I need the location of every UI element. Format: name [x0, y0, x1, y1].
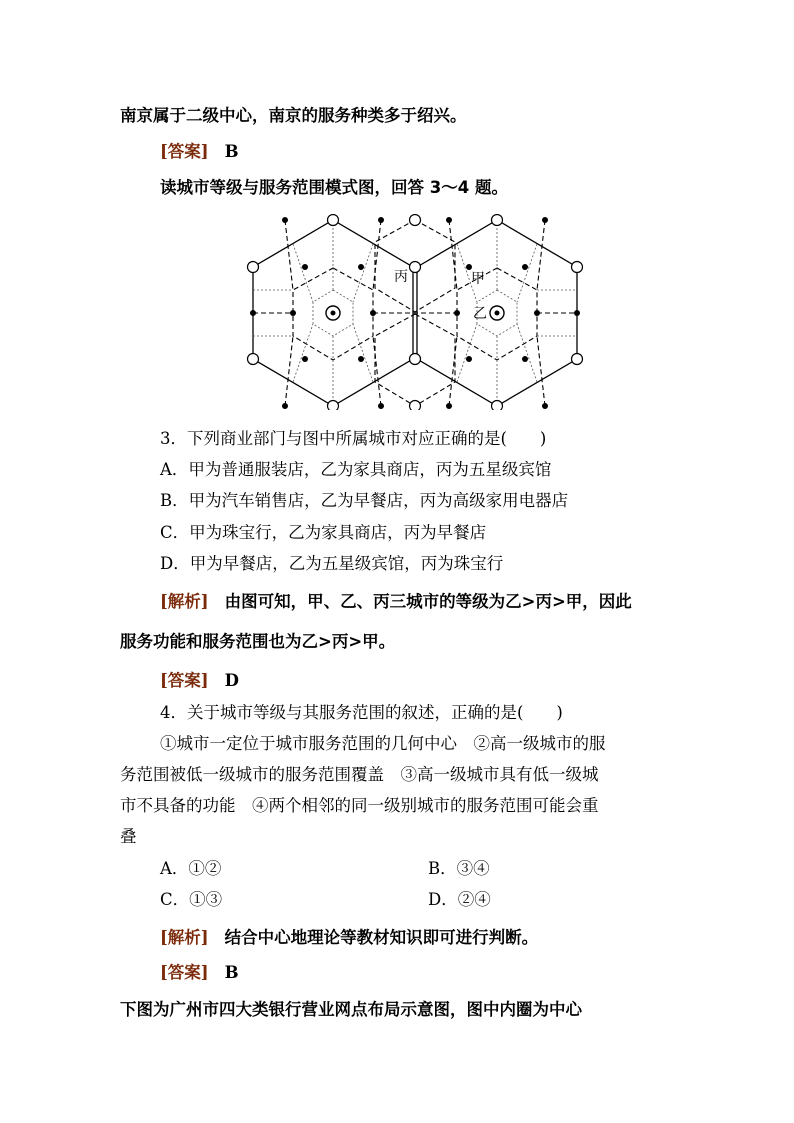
answer-line	[160, 961, 239, 985]
answer-line	[160, 140, 239, 164]
text-line: 下图为广州市四大类银行营业网点布局示意图，图中内圈为中心	[120, 1000, 582, 1019]
answer-value: B	[224, 963, 239, 982]
label-bing: 丙	[394, 269, 408, 285]
analysis-line	[160, 926, 538, 950]
option-3b: B．甲为汽车销售店，乙为早餐店，丙为高级家用电器店	[160, 491, 569, 510]
option-4d: D．②④	[428, 890, 491, 909]
options-row	[160, 888, 222, 912]
option-3d: D．甲为早餐店，乙为五星级宾馆，丙为珠宝行	[160, 554, 504, 573]
option-3c: C．甲为珠宝行，乙为家具商店，丙为早餐店	[160, 523, 487, 542]
analysis-text: 由图可知，甲、乙、丙三城市的等级为乙>丙>甲，因此	[224, 592, 632, 611]
option-4b: B．③④	[428, 859, 490, 878]
question-4-statement: 市不具备的功能 ④两个相邻的同一级别城市的服务范围可能会重	[120, 796, 599, 815]
answer-tag: [答案]	[160, 142, 209, 161]
answer-line	[160, 669, 239, 693]
label-yi: 乙	[473, 306, 487, 322]
question-4-statement: 叠	[120, 827, 137, 846]
label-jia: 甲	[471, 271, 485, 287]
option-4c: C．①③	[160, 890, 223, 909]
answer-tag: [答案]	[160, 963, 209, 982]
analysis-line	[160, 590, 632, 614]
question-4-statement: 务范围被低一级城市的服务范围覆盖 ③高一级城市具有低一级城	[120, 765, 599, 784]
option-4a: A．①②	[160, 859, 222, 878]
analysis-tag: [解析]	[160, 592, 209, 611]
analysis-continued: 服务功能和服务范围也为乙>丙>甲。	[120, 632, 396, 651]
answer-value: B	[224, 142, 239, 161]
analysis-text: 结合中心地理论等教材知识即可进行判断。	[224, 928, 539, 947]
question-4: 4．关于城市等级与其服务范围的叙述，正确的是( )	[160, 703, 563, 722]
option-3a: A．甲为普通服装店，乙为家具商店，丙为五星级宾馆	[160, 460, 552, 479]
city-service-diagram	[245, 214, 585, 410]
answer-tag: [答案]	[160, 671, 209, 690]
answer-value: D	[224, 671, 239, 690]
text-line: 南京属于二级中心，南京的服务种类多于绍兴。	[120, 106, 467, 125]
options-row	[160, 857, 221, 881]
analysis-tag: [解析]	[160, 928, 209, 947]
question-3: 3．下列商业部门与图中所属城市对应正确的是( )	[160, 429, 547, 448]
intro-line: 读城市等级与服务范围模式图，回答 3～4 题。	[160, 178, 508, 197]
question-4-statement: ①城市一定位于城市服务范围的几何中心 ②高一级城市的服	[160, 734, 606, 753]
